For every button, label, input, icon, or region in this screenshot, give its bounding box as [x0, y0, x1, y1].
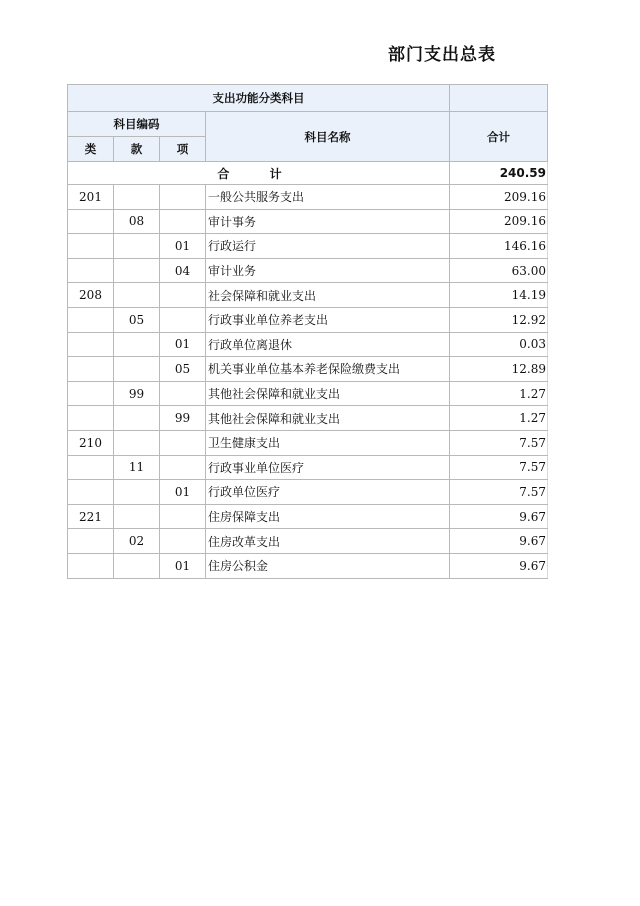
total-label: 合 计 [68, 162, 450, 185]
cell-xiang: 05 [160, 357, 206, 382]
cell-subject-name: 行政事业单位医疗 [206, 455, 450, 480]
cell-subject-name: 行政单位医疗 [206, 480, 450, 505]
cell-xiang [160, 381, 206, 406]
table-row [68, 357, 548, 382]
cell-kuan [114, 185, 160, 210]
cell-xiang [160, 529, 206, 554]
table-row [68, 283, 548, 308]
cell-kuan [114, 258, 160, 283]
cell-kuan: 02 [114, 529, 160, 554]
cell-lei [68, 480, 114, 505]
cell-xiang: 01 [160, 234, 206, 259]
cell-amount: 0.03 [450, 332, 548, 357]
header-total: 合计 [450, 112, 548, 162]
cell-xiang: 01 [160, 480, 206, 505]
cell-lei [68, 406, 114, 431]
cell-lei [68, 307, 114, 332]
cell-lei [68, 209, 114, 234]
cell-kuan: 05 [114, 307, 160, 332]
cell-subject-name: 卫生健康支出 [206, 430, 450, 455]
cell-subject-name: 其他社会保障和就业支出 [206, 406, 450, 431]
table-row [68, 332, 548, 357]
cell-lei [68, 357, 114, 382]
table-row [68, 504, 548, 529]
page-title: 部门支出总表 [388, 45, 496, 65]
cell-subject-name: 行政事业单位养老支出 [206, 307, 450, 332]
cell-xiang [160, 185, 206, 210]
cell-lei [68, 332, 114, 357]
cell-amount: 14.19 [450, 283, 548, 308]
cell-subject-name: 审计业务 [206, 258, 450, 283]
expenditure-table [67, 84, 548, 579]
cell-xiang [160, 209, 206, 234]
table-row [68, 406, 548, 431]
table-row [68, 480, 548, 505]
cell-kuan [114, 283, 160, 308]
cell-lei: 208 [68, 283, 114, 308]
cell-amount: 209.16 [450, 209, 548, 234]
table-row [68, 455, 548, 480]
header-kuan: 款 [114, 137, 160, 162]
cell-subject-name: 机关事业单位基本养老保险缴费支出 [206, 357, 450, 382]
cell-xiang: 01 [160, 553, 206, 578]
cell-lei [68, 553, 114, 578]
cell-xiang: 04 [160, 258, 206, 283]
table-row [68, 529, 548, 554]
cell-subject-name: 一般公共服务支出 [206, 185, 450, 210]
table-row [68, 258, 548, 283]
cell-xiang [160, 283, 206, 308]
header-subject-name: 科目名称 [206, 112, 450, 162]
cell-amount: 1.27 [450, 381, 548, 406]
cell-subject-name: 住房改革支出 [206, 529, 450, 554]
table-row [68, 553, 548, 578]
header-function-category: 支出功能分类科目 [68, 85, 450, 112]
cell-amount: 7.57 [450, 430, 548, 455]
cell-kuan [114, 480, 160, 505]
table-row [68, 430, 548, 455]
cell-lei [68, 529, 114, 554]
cell-amount: 9.67 [450, 553, 548, 578]
table-row [68, 209, 548, 234]
cell-amount: 63.00 [450, 258, 548, 283]
cell-lei [68, 455, 114, 480]
total-value: 240.59 [450, 162, 548, 185]
cell-subject-name: 审计事务 [206, 209, 450, 234]
cell-amount: 7.57 [450, 480, 548, 505]
cell-kuan: 99 [114, 381, 160, 406]
cell-kuan: 08 [114, 209, 160, 234]
cell-amount: 209.16 [450, 185, 548, 210]
cell-amount: 12.89 [450, 357, 548, 382]
table-row [68, 307, 548, 332]
header-blank-cell [450, 85, 548, 112]
cell-xiang [160, 455, 206, 480]
cell-lei [68, 234, 114, 259]
header-code: 科目编码 [68, 112, 206, 137]
cell-amount: 7.57 [450, 455, 548, 480]
cell-amount: 9.67 [450, 504, 548, 529]
cell-kuan [114, 430, 160, 455]
cell-kuan [114, 553, 160, 578]
cell-xiang [160, 430, 206, 455]
cell-subject-name: 住房公积金 [206, 553, 450, 578]
table-row [68, 234, 548, 259]
cell-kuan [114, 332, 160, 357]
cell-xiang [160, 504, 206, 529]
cell-amount: 12.92 [450, 307, 548, 332]
table-row [68, 185, 548, 210]
table-row [68, 381, 548, 406]
cell-subject-name: 行政单位离退休 [206, 332, 450, 357]
cell-subject-name: 行政运行 [206, 234, 450, 259]
cell-lei [68, 381, 114, 406]
cell-xiang [160, 307, 206, 332]
cell-lei [68, 258, 114, 283]
cell-kuan [114, 406, 160, 431]
total-row [68, 162, 548, 185]
cell-xiang: 99 [160, 406, 206, 431]
cell-kuan: 11 [114, 455, 160, 480]
cell-kuan [114, 357, 160, 382]
cell-subject-name: 住房保障支出 [206, 504, 450, 529]
cell-subject-name: 其他社会保障和就业支出 [206, 381, 450, 406]
cell-lei: 201 [68, 185, 114, 210]
cell-lei: 221 [68, 504, 114, 529]
cell-amount: 146.16 [450, 234, 548, 259]
cell-xiang: 01 [160, 332, 206, 357]
header-xiang: 项 [160, 137, 206, 162]
header-lei: 类 [68, 137, 114, 162]
cell-kuan [114, 504, 160, 529]
cell-amount: 1.27 [450, 406, 548, 431]
cell-subject-name: 社会保障和就业支出 [206, 283, 450, 308]
cell-lei: 210 [68, 430, 114, 455]
cell-kuan [114, 234, 160, 259]
cell-amount: 9.67 [450, 529, 548, 554]
